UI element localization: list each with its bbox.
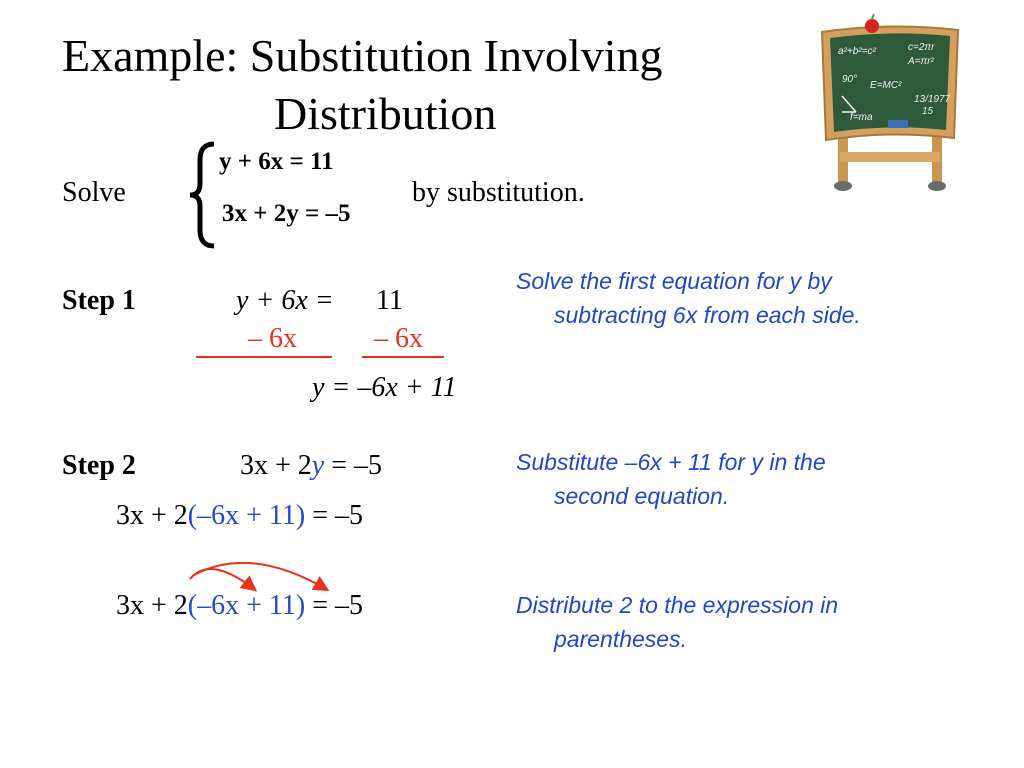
step3-note: Distribute 2 to the expression in parentheses. [516,592,839,652]
step2-label: Step 2 [62,450,136,481]
slide-title-line1: Example: Substitution Involving [62,30,663,81]
step1-underline-right [362,356,444,358]
step2-note: Substitute –6x + 11 for y in the second equation. [516,449,826,509]
chalk-line: 15 [922,106,934,117]
chalk-line: c=2πr [908,42,935,53]
step1-subtract-left: – 6x [248,323,297,354]
chalk-line: A=πr² [908,56,934,67]
step1-result: y = –6x + 11 [312,372,457,403]
step1-equation-lhs: y + 6x = [236,285,334,316]
chalk-line: 13/1977 [914,94,951,105]
step1-label: Step 1 [62,285,136,316]
solve-label: Solve [62,177,126,208]
chalk-line: 90° [842,74,858,85]
chalk-line: f=ma [850,112,873,123]
step1-underline-left [196,356,332,358]
chalk-line: a²+b²=c² [838,46,876,57]
chalk-line: E=MC² [870,80,902,91]
step1-equation-rhs: 11 [376,285,403,316]
system-equation-1: y + 6x = 11 [219,148,334,175]
step1-note: Solve the first equation for y by subtracting 6x from each side. [516,268,861,328]
slide-title-line2: Distribution [274,88,497,139]
by-substitution-label: by substitution. [412,177,585,208]
step2-equation: 3x + 2y = –5 [240,450,383,481]
step1-subtract-right: – 6x [374,323,423,354]
step2-substituted-equation: 3x + 2(–6x + 11) = –5 [116,500,363,531]
distribution-arrows [180,555,340,595]
chalkboard-illustration [818,14,963,196]
system-brace [186,140,220,250]
system-equation-2: 3x + 2y = –5 [222,200,351,227]
distribute-equation: 3x + 2(–6x + 11) = –5 [116,590,363,621]
